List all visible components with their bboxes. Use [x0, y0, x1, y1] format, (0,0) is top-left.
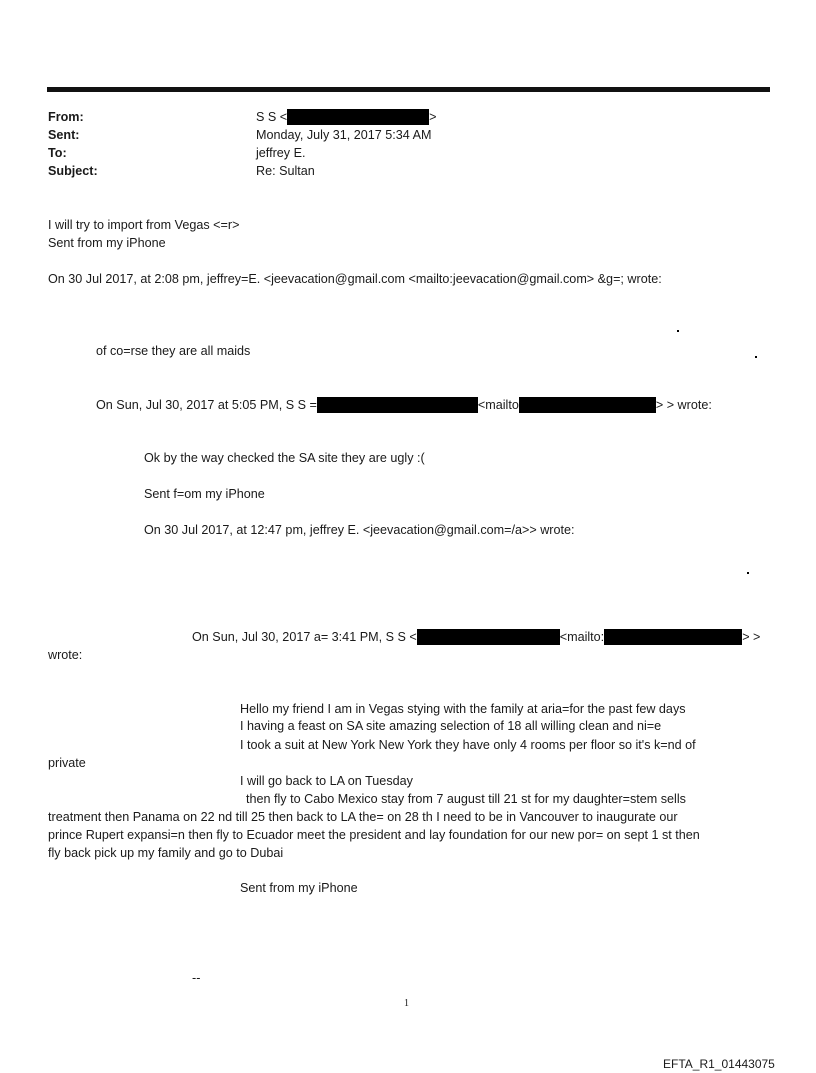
- redaction-box: [519, 397, 656, 413]
- quote2-header-suffix: > > wrote:: [655, 398, 712, 412]
- header-rule: [47, 87, 770, 92]
- quote1-header: On 30 Jul 2017, at 2:08 pm, jeffrey=E. <jeevacation@gmail.com <mailto:jeevacation@gmail.com> &g=; wrote:: [48, 272, 662, 286]
- to-label: To:: [48, 146, 67, 160]
- quote4-mailto: <mailto:: [559, 630, 605, 644]
- quote2-header-prefix: On Sun, Jul 30, 2017 at 5:05 PM, S S =: [96, 398, 317, 412]
- redaction-box: [287, 109, 429, 125]
- quote4-header: [192, 629, 760, 645]
- body-line-1: I will try to import from Vegas <=r>: [48, 218, 240, 232]
- subject-label: Subject:: [48, 164, 98, 178]
- redaction-box: [417, 629, 560, 645]
- message-line: I will go back to LA on Tuesday: [240, 774, 413, 788]
- stray-dot: [677, 330, 679, 332]
- message-line: private: [48, 756, 86, 770]
- subject-value: Re: Sultan: [256, 164, 315, 178]
- to-value: jeffrey E.: [256, 146, 306, 160]
- redaction-box: [604, 629, 742, 645]
- message-line: fly back pick up my family and go to Dubai: [48, 846, 284, 860]
- from-name: S S <: [256, 110, 288, 124]
- quote2-header: [96, 397, 712, 413]
- quote2-sent: Sent f=om my iPhone: [144, 487, 265, 501]
- message-line: I took a suit at New York New York they have only 4 rooms per floor so it's k=nd of: [240, 738, 696, 752]
- redaction-box: [317, 397, 478, 413]
- sent-label: Sent:: [48, 128, 80, 142]
- from-value: [256, 109, 437, 125]
- message-sent: Sent from my iPhone: [240, 881, 358, 895]
- from-label: From:: [48, 110, 84, 124]
- message-line: then fly to Cabo Mexico stay from 7 august till 21 st for my daughter=stem sells: [246, 792, 686, 806]
- message-line: prince Rupert expansi=n then fly to Ecuador meet the president and lay foundation for our new por= on sept 1 st then: [48, 828, 700, 842]
- message-line: Hello my friend I am in Vegas stying with the family at aria=for the past few days: [240, 702, 686, 716]
- quote4-wrote: wrote:: [48, 648, 83, 662]
- quote4-header-prefix: On Sun, Jul 30, 2017 a= 3:41 PM, S S <: [192, 630, 417, 644]
- quote3-header: On 30 Jul 2017, at 12:47 pm, jeffrey E. <jeevacation@gmail.com=/a>> wrote:: [144, 523, 575, 537]
- document-id: EFTA_R1_01443075: [663, 1057, 775, 1071]
- message-line: treatment then Panama on 22 nd till 25 then back to LA the= on 28 th I need to be in Vancouver to inaugurate our: [48, 810, 678, 824]
- page-number: 1: [404, 998, 409, 1009]
- quote1-text: of co=rse they are all maids: [96, 344, 251, 358]
- quote4-header-suffix: > >: [742, 630, 761, 644]
- quote2-text: Ok by the way checked the SA site they are ugly :(: [144, 451, 425, 465]
- body-line-2: Sent from my iPhone: [48, 236, 166, 250]
- sent-value: Monday, July 31, 2017 5:34 AM: [256, 128, 432, 142]
- quote2-mailto: <mailto: [477, 398, 519, 412]
- from-close: >: [429, 110, 437, 124]
- stray-dot: [747, 572, 749, 574]
- stray-dot: [755, 356, 757, 358]
- signature-separator: --: [192, 971, 201, 985]
- message-line: I having a feast on SA site amazing selection of 18 all willing clean and ni=e: [240, 719, 662, 733]
